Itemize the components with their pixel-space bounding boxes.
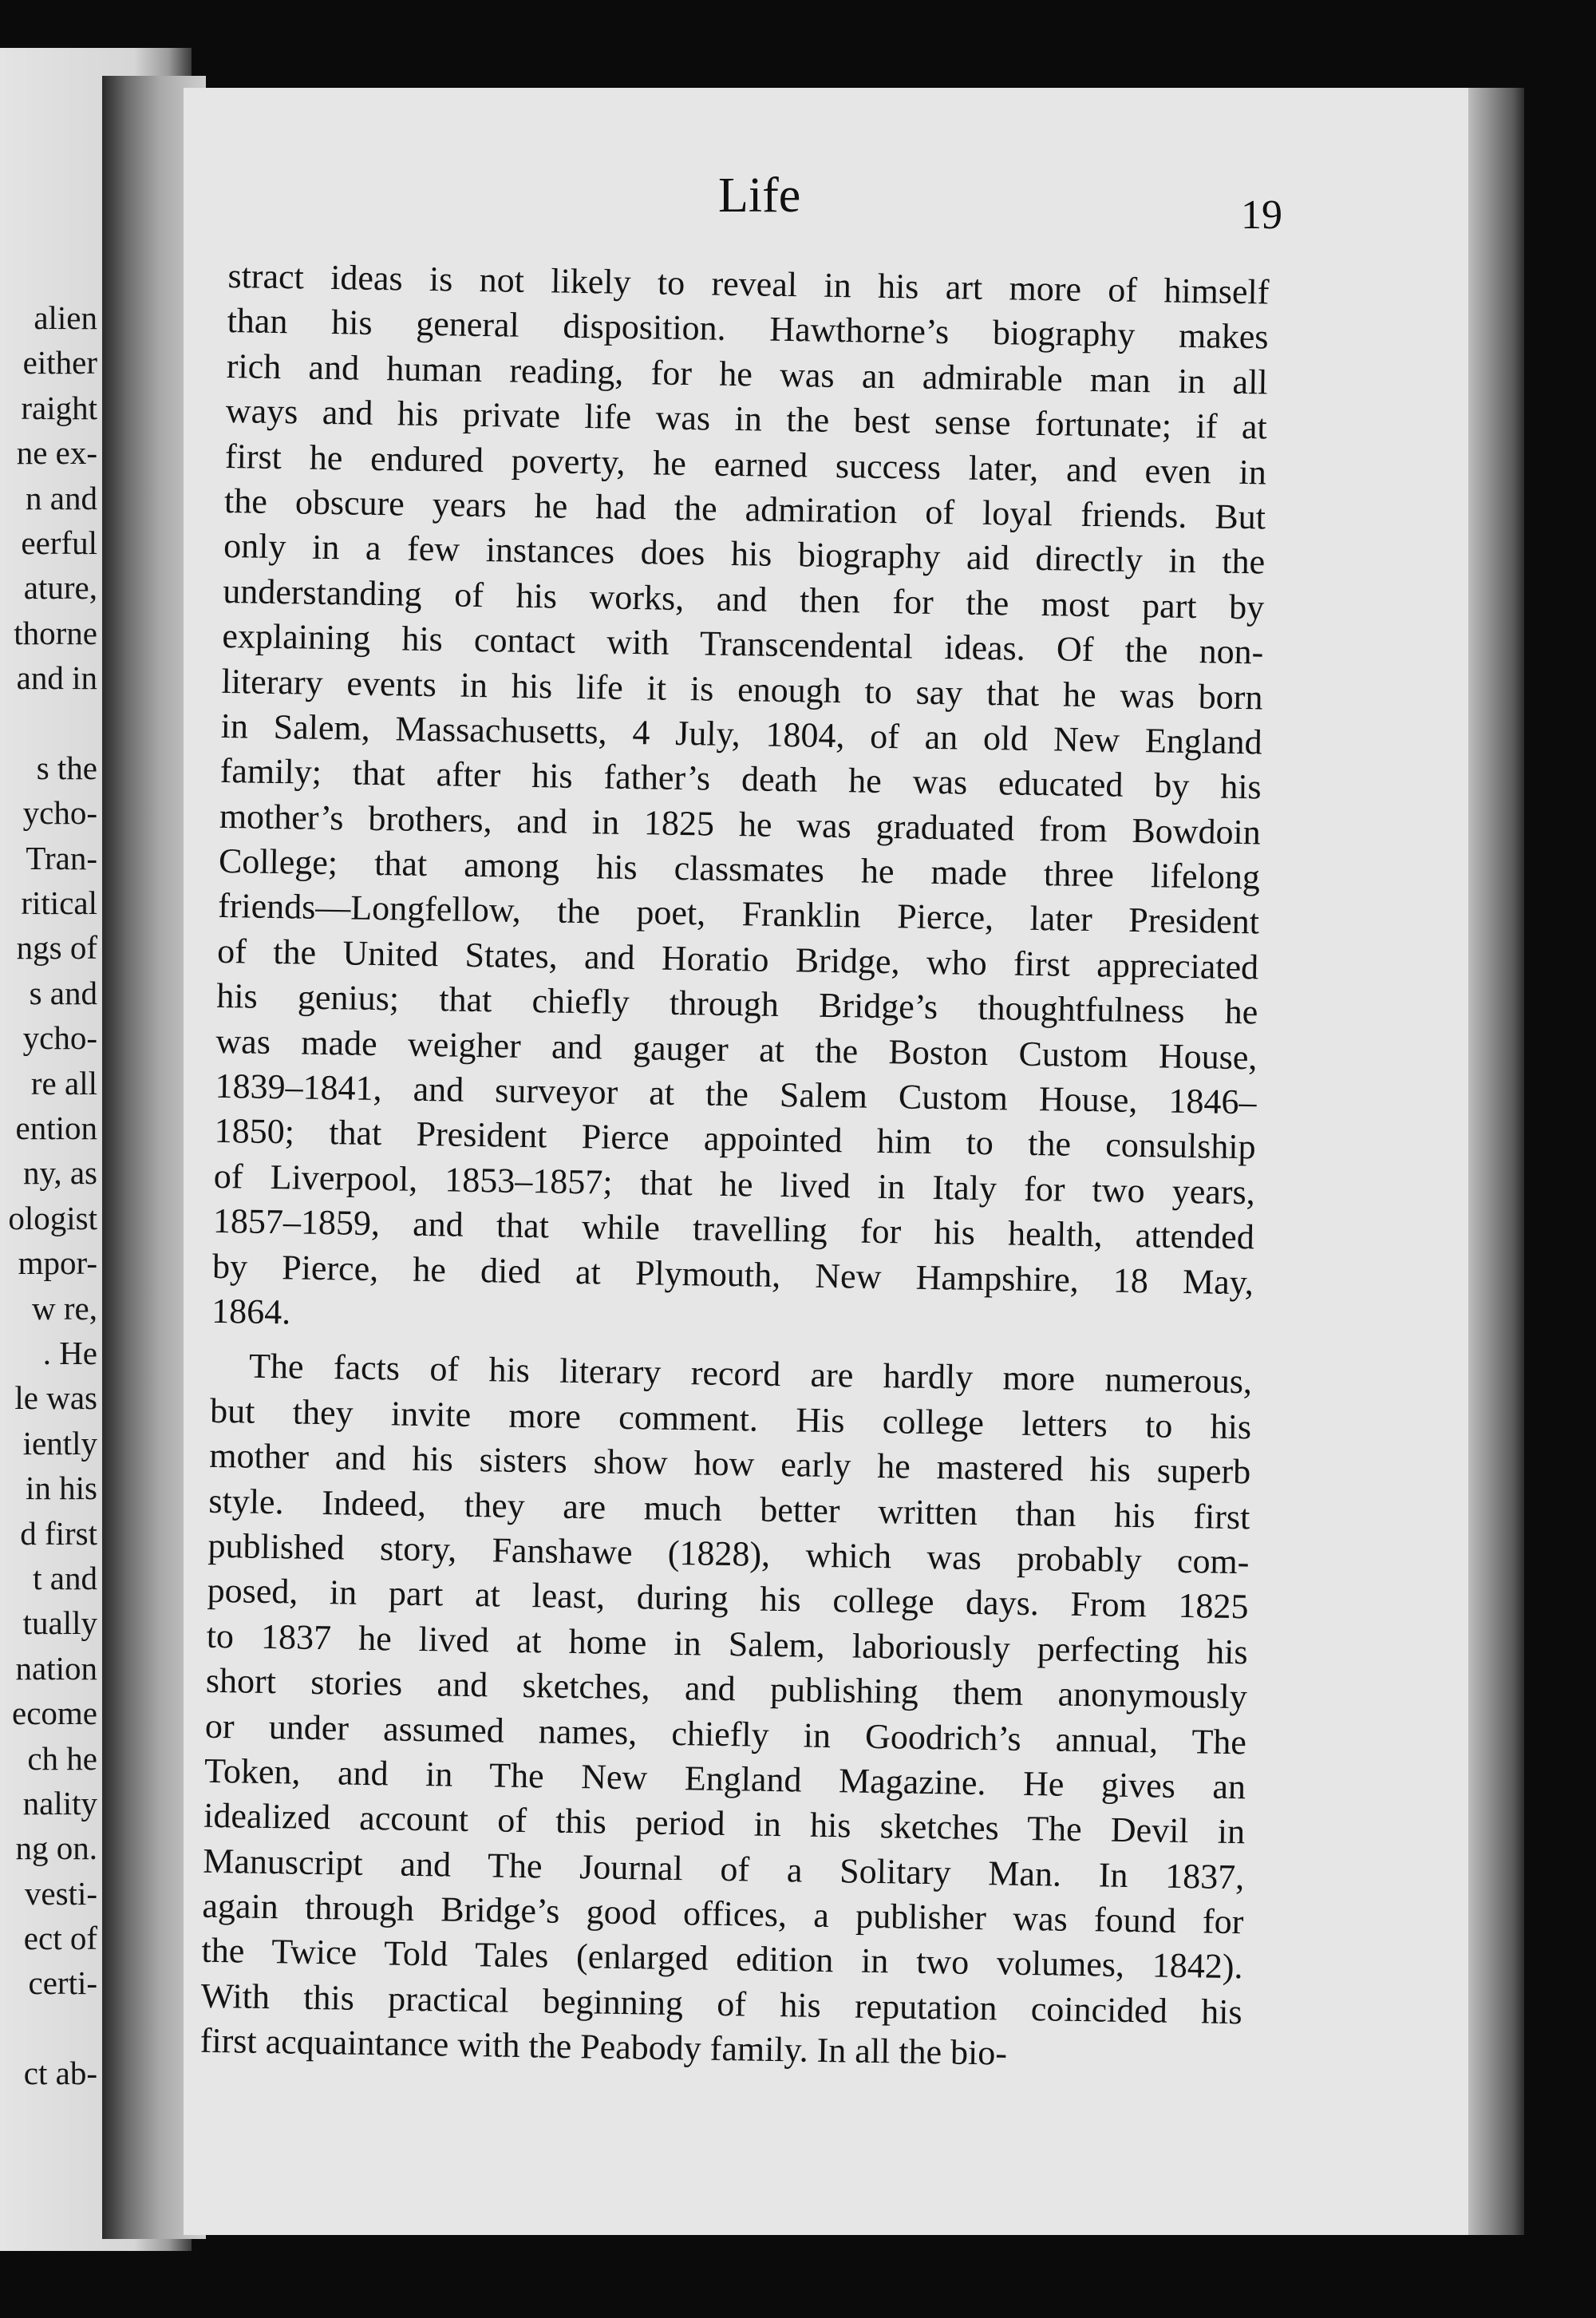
left-page-fragment: ritical: [21, 884, 97, 922]
text-line: short stories and sketches, and publishing them anonymously: [205, 1660, 1248, 1717]
text-line: was made weigher and gauger at the Boston Custom House,: [215, 1021, 1258, 1078]
text-line: first he endured poverty, he earned success later, and even in: [224, 436, 1267, 492]
left-page-fragment: d first: [20, 1514, 97, 1552]
left-page-fragment: t and: [33, 1559, 97, 1596]
left-page-fragment: mpor-: [18, 1244, 97, 1282]
left-page-fragment: s and: [29, 974, 97, 1011]
left-page-fragment: eerful: [21, 524, 97, 561]
text-line: College; that among his classmates he made three lifelong: [218, 841, 1261, 897]
text-line: the obscure years he had the admiration of loyal friends. But: [223, 481, 1266, 537]
text-line: only in a few instances does his biography aid directly in the: [223, 526, 1266, 582]
left-page-fragment: ct ab-: [23, 2055, 97, 2092]
page-number: 19: [1241, 192, 1282, 238]
text-line: friends—Longfellow, the poet, Franklin Pierce, later President: [217, 886, 1260, 942]
text-line: first acquaintance with the Peabody family. In all the bio-: [200, 2020, 1008, 2073]
left-page-fragment: and in: [16, 659, 97, 697]
text-line: Manuscript and The Journal of a Solitary Man. In 1837,: [202, 1841, 1245, 1897]
left-page-fragment: nality: [22, 1784, 97, 1822]
left-page-fragment: alien: [34, 299, 97, 336]
text-line: ways and his private life was in the best sense fortunate; if at: [225, 391, 1268, 447]
left-page-fragment: ch he: [27, 1739, 97, 1777]
text-line: by Pierce, he died at Plymouth, New Hampshire, 18 May,: [211, 1246, 1254, 1302]
left-page-fragment: ng on.: [15, 1829, 97, 1867]
right-page: [184, 88, 1468, 2235]
text-line: again through Bridge’s good offices, a publisher was found for: [202, 1885, 1244, 1942]
left-page-fragment: re all: [30, 1064, 97, 1102]
text-line: Token, and in The New England Magazine. He gives an: [203, 1750, 1246, 1807]
text-line: literary events in his life it is enough to say that he was born: [221, 661, 1263, 717]
left-page-fragment: [0, 2006, 97, 2051]
text-line: 1850; that President Pierce appointed him to the consulship: [214, 1111, 1256, 1167]
left-page-fragment: n and: [26, 479, 97, 516]
text-line: 1839–1841, and surveyor at the Salem Custom House, 1846–: [215, 1066, 1257, 1122]
text-line: stract ideas is not likely to reveal in his art more of himself: [227, 255, 1270, 312]
left-page-fragment: s the: [36, 749, 97, 786]
text-line: than his general disposition. Hawthorne’s biography makes: [227, 301, 1269, 357]
paragraph-2: [200, 1343, 1252, 2080]
text-line: With this practical beginning of his reputation coincided his: [200, 1976, 1242, 2032]
text-line: his genius; that chiefly through Bridge’s thoughtfulness he: [216, 976, 1258, 1032]
left-page-fragment: le was: [14, 1379, 97, 1417]
text-line: 1864.: [211, 1291, 291, 1332]
text-line: 1857–1859, and that while travelling for his health, attended: [212, 1201, 1255, 1257]
text-line: of Liverpool, 1853–1857; that he lived in Italy for two years,: [213, 1156, 1256, 1212]
left-page-fragment: ny, as: [23, 1154, 97, 1192]
text-line: The facts of his literary record are hardly more numerous,: [248, 1346, 1253, 1402]
left-page-text-fragments: [0, 295, 97, 2096]
text-line: explaining his contact with Transcendental ideas. Of the non-: [222, 616, 1264, 672]
text-line: the Twice Told Tales (enlarged edition in two volumes, 1842).: [201, 1931, 1243, 1987]
left-page-fragment: nation: [15, 1649, 97, 1687]
text-line: family; that after his father’s death he was educated by his: [219, 751, 1262, 807]
left-page-fragment: raight: [21, 389, 97, 426]
text-line: understanding of his works, and then for the most part by: [222, 571, 1265, 627]
left-page-fragment: ature,: [23, 569, 97, 607]
left-page-fragment: iently: [22, 1424, 97, 1462]
text-line: in Salem, Massachusetts, 4 July, 1804, of an old New England: [220, 706, 1262, 762]
left-page-fragment: in his: [26, 1470, 97, 1507]
left-page-fragment: certi-: [28, 1964, 97, 2002]
left-page-fragment: Tran-: [26, 839, 97, 876]
left-page-fragment: ycho-: [22, 1019, 97, 1057]
left-page-fragment: thorne: [14, 614, 97, 651]
text-line: but they invite more comment. His college letters to his: [209, 1390, 1252, 1447]
paragraph-1: [211, 254, 1270, 1351]
left-page-fragment: ect of: [23, 1920, 97, 1957]
text-line: mother’s brothers, and in 1825 he was graduated from Bowdoin: [219, 796, 1262, 852]
left-page-fragment: tually: [22, 1604, 97, 1642]
left-page-fragment: ention: [15, 1110, 97, 1147]
text-line: published story, Fanshawe (1828), which was probably com-: [207, 1525, 1250, 1582]
left-page-fragment: ne ex-: [16, 434, 97, 472]
left-page-fragment: [0, 701, 97, 746]
running-title: Life: [718, 168, 801, 223]
text-line: rich and human reading, for he was an admirable man in all: [226, 346, 1269, 402]
text-line: style. Indeed, they are much better written than his first: [208, 1481, 1250, 1537]
left-page-fragment: either: [22, 344, 97, 382]
text-line: posed, in part at least, during his college days. From 1825: [207, 1571, 1249, 1627]
left-page-fragment: ologist: [8, 1199, 97, 1236]
text-line: idealized account of this period in his sketches The Devil in: [203, 1796, 1246, 1852]
text-line: or under assumed names, chiefly in Goodrich’s annual, The: [204, 1706, 1247, 1762]
body-text: [200, 254, 1269, 2080]
left-page-fragment: ycho-: [22, 794, 97, 832]
left-page-fragment: . He: [42, 1334, 97, 1371]
left-page-fragment: ecome: [12, 1695, 97, 1732]
left-page-fragment: w re,: [32, 1289, 97, 1327]
left-page-fragment: vesti-: [24, 1874, 97, 1912]
text-line: mother and his sisters show how early he mastered his superb: [208, 1435, 1251, 1492]
text-line: of the United States, and Horatio Bridge, who first appreciated: [216, 931, 1259, 987]
text-line: to 1837 he lived at home in Salem, laboriously perfecting his: [206, 1616, 1249, 1672]
left-page-fragment: ngs of: [16, 929, 97, 967]
